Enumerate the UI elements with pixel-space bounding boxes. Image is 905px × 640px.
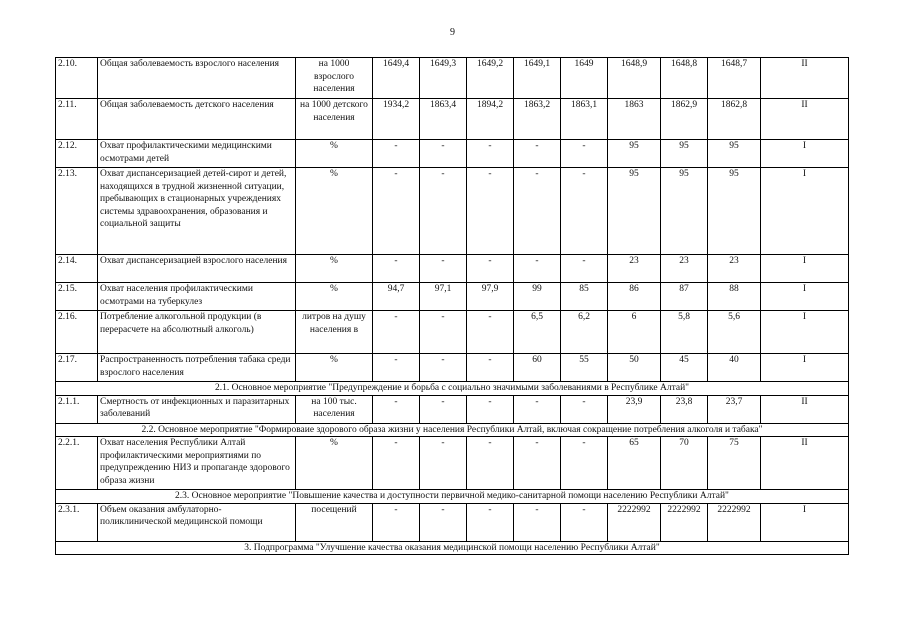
- indicator-value: 1649,3: [420, 58, 467, 99]
- indicator-number: 2.13.: [56, 168, 98, 255]
- indicator-value: 6: [608, 311, 661, 354]
- indicator-name: Охват населения профилактическими осмотрами на туберкулез: [98, 283, 296, 311]
- indicator-value: 1649: [561, 58, 608, 99]
- table-row: [56, 283, 849, 311]
- indicator-value: 23,9: [608, 395, 661, 423]
- indicator-number: 2.17.: [56, 354, 98, 382]
- indicator-value: 1863,1: [561, 99, 608, 140]
- indicator-value: 95: [661, 140, 708, 168]
- table-row: [56, 140, 849, 168]
- table-row: [56, 437, 849, 490]
- section-heading: 2.2. Основное мероприятие "Формироваие здорового образа жизни у населения Республики Алтай, включая сокращение потребления алкоголя и табака": [56, 423, 849, 437]
- indicator-value: -: [373, 255, 420, 283]
- indicator-value: 1648,9: [608, 58, 661, 99]
- indicator-value: -: [420, 437, 467, 490]
- indicator-unit: %: [296, 168, 373, 255]
- indicator-value: 1863,2: [514, 99, 561, 140]
- indicator-value: 23: [608, 255, 661, 283]
- indicator-value: 65: [608, 437, 661, 490]
- indicator-unit: на 1000 взрослого населения: [296, 58, 373, 99]
- indicator-value: 97,9: [467, 283, 514, 311]
- indicator-value: -: [467, 311, 514, 354]
- indicator-unit: %: [296, 354, 373, 382]
- indicator-value: 85: [561, 283, 608, 311]
- indicator-number: 2.12.: [56, 140, 98, 168]
- indicator-value: 99: [514, 283, 561, 311]
- indicator-value: 75: [708, 437, 761, 490]
- indicator-value: 95: [708, 140, 761, 168]
- indicator-category: I: [761, 168, 849, 255]
- indicator-value: 1894,2: [467, 99, 514, 140]
- indicator-value: -: [420, 395, 467, 423]
- indicator-value: 50: [608, 354, 661, 382]
- table-row: [56, 168, 849, 255]
- indicator-value: 1863,4: [420, 99, 467, 140]
- indicator-value: 95: [708, 168, 761, 255]
- indicator-category: II: [761, 99, 849, 140]
- indicator-value: -: [373, 503, 420, 541]
- indicator-category: II: [761, 437, 849, 490]
- indicator-value: 1862,8: [708, 99, 761, 140]
- indicator-value: 1649,4: [373, 58, 420, 99]
- indicator-value: 86: [608, 283, 661, 311]
- indicator-unit: на 1000 детского населения: [296, 99, 373, 140]
- indicator-number: 2.14.: [56, 255, 98, 283]
- indicator-value: -: [514, 437, 561, 490]
- indicator-value: -: [467, 437, 514, 490]
- indicator-value: -: [373, 168, 420, 255]
- indicator-name: Общая заболеваемость взрослого населения: [98, 58, 296, 99]
- table-row: [56, 99, 849, 140]
- indicator-name: Общая заболеваемость детского населения: [98, 99, 296, 140]
- indicator-value: 95: [608, 140, 661, 168]
- indicator-value: -: [373, 140, 420, 168]
- indicator-value: -: [420, 311, 467, 354]
- indicator-value: 1649,2: [467, 58, 514, 99]
- indicator-value: 23,7: [708, 395, 761, 423]
- section-heading: 2.1. Основное мероприятие "Предупреждение и борьба с социально значимыми заболеваниями в Республике Алтай": [56, 382, 849, 396]
- indicator-value: -: [561, 395, 608, 423]
- indicator-value: -: [514, 503, 561, 541]
- indicator-unit: %: [296, 437, 373, 490]
- section-heading-row: [56, 382, 849, 396]
- indicators-table: [55, 57, 849, 555]
- indicator-value: -: [420, 255, 467, 283]
- indicator-name: Смертность от инфекционных и паразитарных заболеваний: [98, 395, 296, 423]
- indicator-number: 2.11.: [56, 99, 98, 140]
- section-heading-row: [56, 490, 849, 504]
- indicator-value: 87: [661, 283, 708, 311]
- indicator-value: -: [373, 311, 420, 354]
- indicator-value: 23: [661, 255, 708, 283]
- indicator-unit: литров на душу населения в: [296, 311, 373, 354]
- indicator-value: -: [467, 354, 514, 382]
- indicator-name: Распространенность потребления табака среди взрослого населения: [98, 354, 296, 382]
- indicator-category: I: [761, 255, 849, 283]
- indicator-number: 2.2.1.: [56, 437, 98, 490]
- indicator-unit: %: [296, 283, 373, 311]
- indicator-value: -: [561, 255, 608, 283]
- indicator-category: II: [761, 58, 849, 99]
- indicator-value: 45: [661, 354, 708, 382]
- indicator-value: 88: [708, 283, 761, 311]
- indicator-name: Потребление алкогольной продукции (в перерасчете на абсолютный алкоголь): [98, 311, 296, 354]
- indicator-name: Охват населения Республики Алтай профилактическими мероприятиями по предупреждению НИЗ и пропаганде здорового образа жизни: [98, 437, 296, 490]
- indicator-category: I: [761, 503, 849, 541]
- table-row: [56, 255, 849, 283]
- indicator-unit: %: [296, 140, 373, 168]
- indicator-value: 94,7: [373, 283, 420, 311]
- indicator-value: -: [561, 140, 608, 168]
- section-heading-row: [56, 541, 849, 555]
- indicator-value: 70: [661, 437, 708, 490]
- indicator-category: I: [761, 283, 849, 311]
- table-row: [56, 503, 849, 541]
- indicator-value: 1648,7: [708, 58, 761, 99]
- indicator-name: Охват профилактическими медицинскими осмотрами детей: [98, 140, 296, 168]
- indicator-value: 40: [708, 354, 761, 382]
- section-heading: 2.3. Основное мероприятие "Повышение качества и доступности первичной медико-санитарной помощи населению Республики Алтай": [56, 490, 849, 504]
- section-heading: 3. Подпрограмма "Улучшение качества оказания медицинской помощи населению Республики Алтай": [56, 541, 849, 555]
- indicator-value: -: [420, 503, 467, 541]
- table-row: [56, 395, 849, 423]
- indicator-value: -: [467, 395, 514, 423]
- table-row: [56, 58, 849, 99]
- indicator-value: -: [467, 140, 514, 168]
- indicator-value: 1934,2: [373, 99, 420, 140]
- indicator-value: 55: [561, 354, 608, 382]
- indicator-unit: %: [296, 255, 373, 283]
- indicator-name: Охват диспансеризацией детей-сирот и детей, находящихся в трудной жизненной ситуации, пребывающих в стационарных учреждениях системы здравоохранения, образования и социальной защиты: [98, 168, 296, 255]
- indicator-value: 2222992: [608, 503, 661, 541]
- indicator-number: 2.3.1.: [56, 503, 98, 541]
- indicator-name: Охват диспансеризацией взрослого населения: [98, 255, 296, 283]
- indicator-number: 2.16.: [56, 311, 98, 354]
- indicator-value: 2222992: [708, 503, 761, 541]
- indicator-category: I: [761, 311, 849, 354]
- indicator-value: -: [373, 354, 420, 382]
- indicator-value: -: [514, 140, 561, 168]
- indicator-number: 2.10.: [56, 58, 98, 99]
- indicator-value: -: [561, 168, 608, 255]
- table-row: [56, 354, 849, 382]
- indicator-category: I: [761, 354, 849, 382]
- indicator-value: -: [514, 168, 561, 255]
- indicator-value: 1862,9: [661, 99, 708, 140]
- indicator-category: I: [761, 140, 849, 168]
- indicator-value: 95: [608, 168, 661, 255]
- page-number: 9: [450, 27, 455, 38]
- indicator-value: 1649,1: [514, 58, 561, 99]
- indicator-value: 1863: [608, 99, 661, 140]
- indicator-value: 23,8: [661, 395, 708, 423]
- indicator-value: -: [467, 255, 514, 283]
- table-row: [56, 311, 849, 354]
- indicator-value: 95: [661, 168, 708, 255]
- indicator-value: -: [467, 168, 514, 255]
- indicator-unit: посещений: [296, 503, 373, 541]
- indicator-value: 5,8: [661, 311, 708, 354]
- indicator-value: 23: [708, 255, 761, 283]
- indicator-value: -: [514, 255, 561, 283]
- indicator-value: 60: [514, 354, 561, 382]
- indicator-number: 2.15.: [56, 283, 98, 311]
- indicator-unit: на 100 тыс. населения: [296, 395, 373, 423]
- indicator-value: -: [561, 437, 608, 490]
- indicator-value: 1648,8: [661, 58, 708, 99]
- indicator-value: 6,5: [514, 311, 561, 354]
- indicator-value: 97,1: [420, 283, 467, 311]
- indicator-value: -: [420, 168, 467, 255]
- indicator-category: II: [761, 395, 849, 423]
- indicator-value: -: [420, 354, 467, 382]
- indicator-value: -: [561, 503, 608, 541]
- indicator-value: 6,2: [561, 311, 608, 354]
- indicator-value: -: [373, 437, 420, 490]
- indicator-value: -: [467, 503, 514, 541]
- section-heading-row: [56, 423, 849, 437]
- indicator-name: Объем оказания амбулаторно-поликлинической медицинской помощи: [98, 503, 296, 541]
- indicator-number: 2.1.1.: [56, 395, 98, 423]
- indicator-value: -: [420, 140, 467, 168]
- indicator-value: 5,6: [708, 311, 761, 354]
- indicator-value: 2222992: [661, 503, 708, 541]
- indicator-value: -: [373, 395, 420, 423]
- indicator-value: -: [514, 395, 561, 423]
